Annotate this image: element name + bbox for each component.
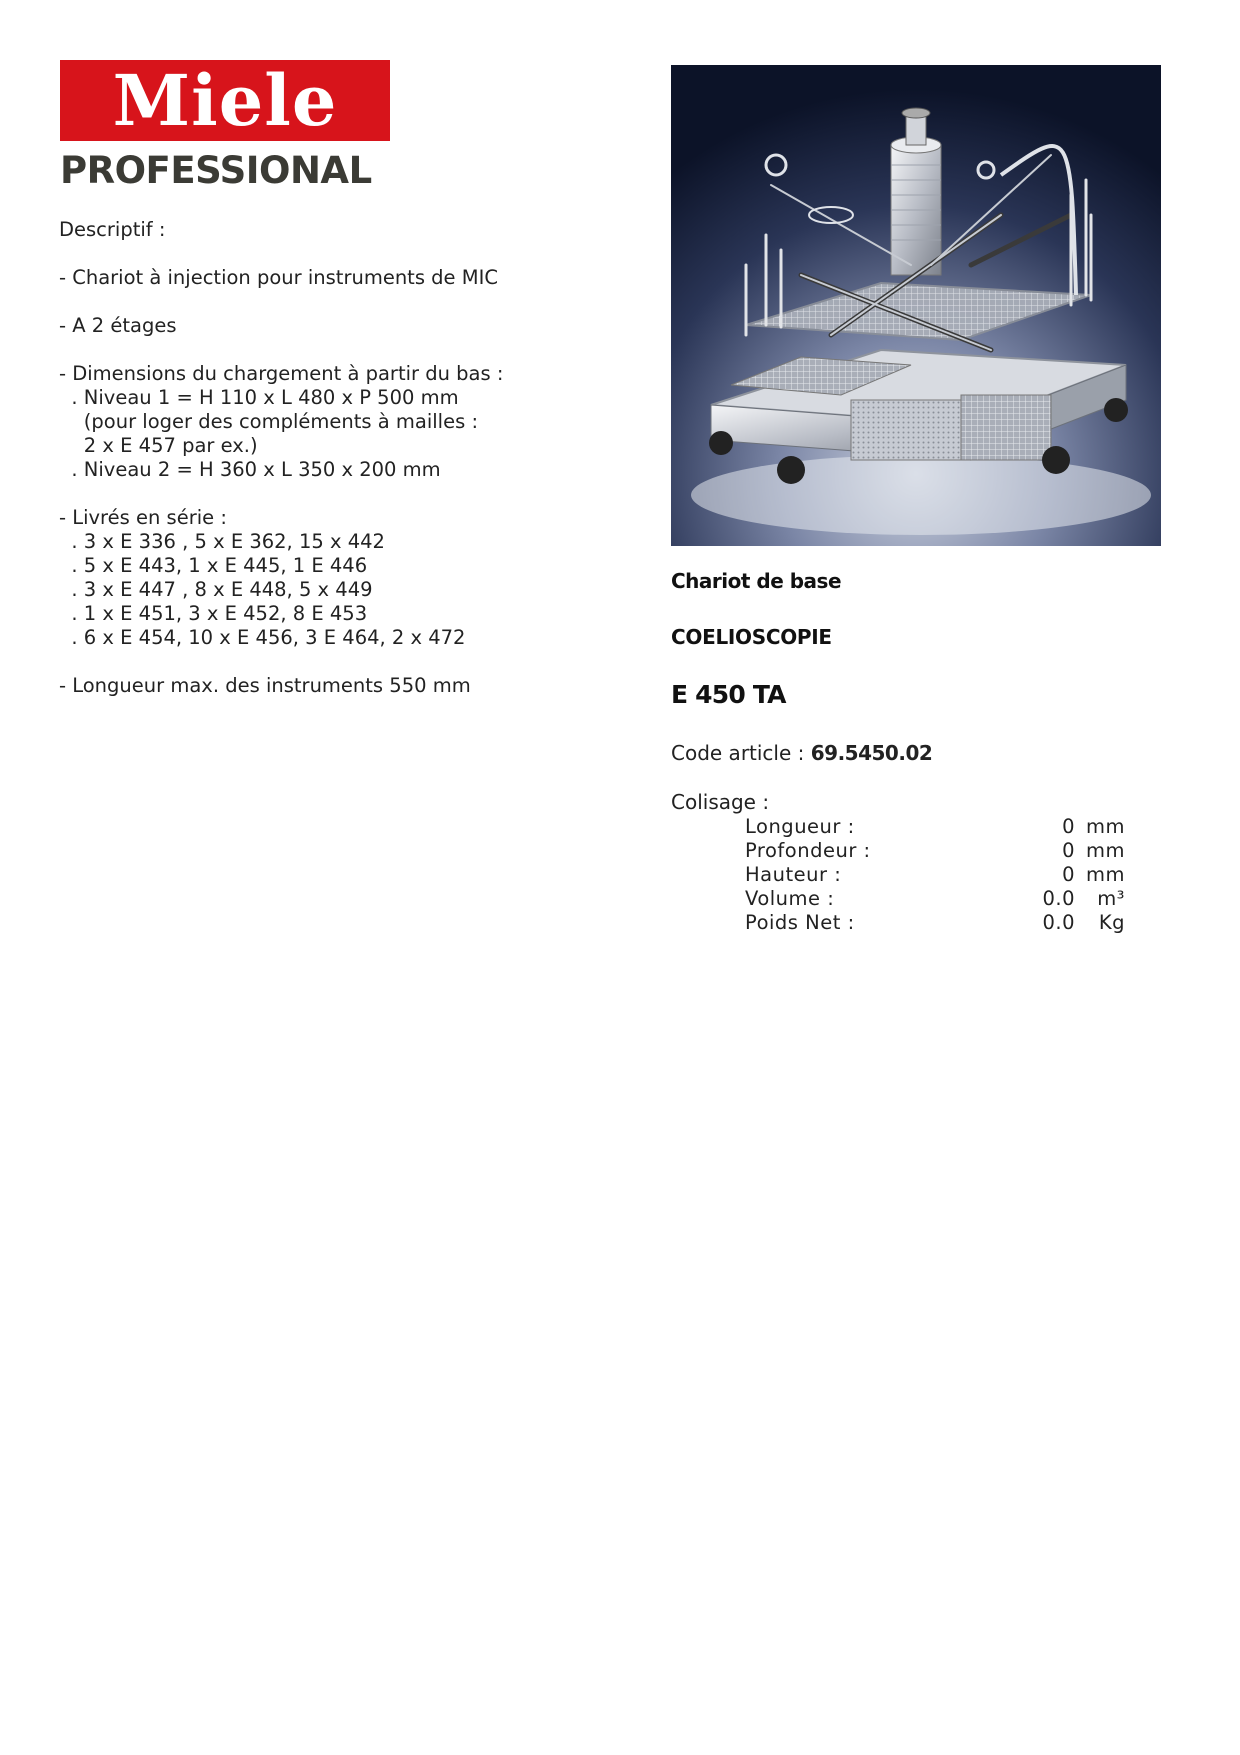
logo-brand-name: Miele	[112, 59, 338, 142]
product-subtitle: Chariot de base	[671, 569, 842, 593]
packaging-row	[745, 815, 1125, 839]
description-line: 2 x E 457 par ex.)	[59, 434, 258, 457]
packaging-label: Longueur :	[745, 815, 855, 838]
product-model: E 450 TA	[671, 680, 786, 709]
description-line: . Niveau 1 = H 110 x L 480 x P 500 mm	[59, 386, 459, 409]
description-line	[59, 482, 579, 506]
logo-division: PROFESSIONAL	[60, 149, 372, 192]
description-line: - Livrés en série :	[59, 506, 227, 529]
description-line: . 3 x E 336 , 5 x E 362, 15 x 442	[59, 530, 385, 553]
description-line: . 6 x E 454, 10 x E 456, 3 E 464, 2 x 472	[59, 626, 466, 649]
packaging-label: Hauteur :	[745, 863, 842, 886]
description-line: . Niveau 2 = H 360 x L 350 x 200 mm	[59, 458, 441, 481]
description-line: . 1 x E 451, 3 x E 452, 8 E 453	[59, 602, 368, 625]
description-line	[59, 290, 579, 314]
article-code	[671, 741, 932, 765]
packaging-row	[745, 839, 1125, 863]
description-line	[59, 338, 579, 362]
description-line: (pour loger des compléments à mailles :	[59, 410, 479, 433]
product-photo	[671, 65, 1161, 546]
packaging-row	[745, 887, 1125, 911]
article-code-value: 69.5450.02	[810, 741, 933, 765]
description-line: - Chariot à injection pour instruments de MIC	[59, 266, 498, 289]
packaging-table	[745, 815, 1125, 935]
packaging-unit: mm	[1086, 839, 1125, 862]
packaging-value: 0	[1062, 863, 1075, 886]
packaging-value: 0.0	[1042, 887, 1075, 910]
packaging-value: 0	[1062, 839, 1075, 862]
brand-logo	[60, 60, 390, 192]
packaging-label: Poids Net :	[745, 911, 855, 934]
description-block	[59, 218, 579, 698]
packaging-value: 0.0	[1042, 911, 1075, 934]
description-line	[59, 650, 579, 674]
product-category: COELIOSCOPIE	[671, 625, 832, 649]
packaging-unit: mm	[1086, 863, 1125, 886]
packaging-unit: mm	[1086, 815, 1125, 838]
packaging-row	[745, 863, 1125, 887]
packaging-value: 0	[1062, 815, 1075, 838]
description-line: . 5 x E 443, 1 x E 445, 1 E 446	[59, 554, 368, 577]
description-lines	[59, 266, 579, 698]
packaging-unit: Kg	[1098, 911, 1125, 934]
description-line: - Longueur max. des instruments 550 mm	[59, 674, 471, 697]
packaging-heading: Colisage :	[671, 790, 770, 814]
description-line: . 3 x E 447 , 8 x E 448, 5 x 449	[59, 578, 373, 601]
article-code-label: Code article :	[671, 741, 811, 765]
packaging-row	[745, 911, 1125, 935]
description-line: - A 2 étages	[59, 314, 177, 337]
description-heading: Descriptif :	[59, 218, 166, 241]
description-line: - Dimensions du chargement à partir du bas :	[59, 362, 504, 385]
packaging-unit: m³	[1097, 887, 1125, 910]
packaging-label: Profondeur :	[745, 839, 871, 862]
packaging-label: Volume :	[745, 887, 835, 910]
